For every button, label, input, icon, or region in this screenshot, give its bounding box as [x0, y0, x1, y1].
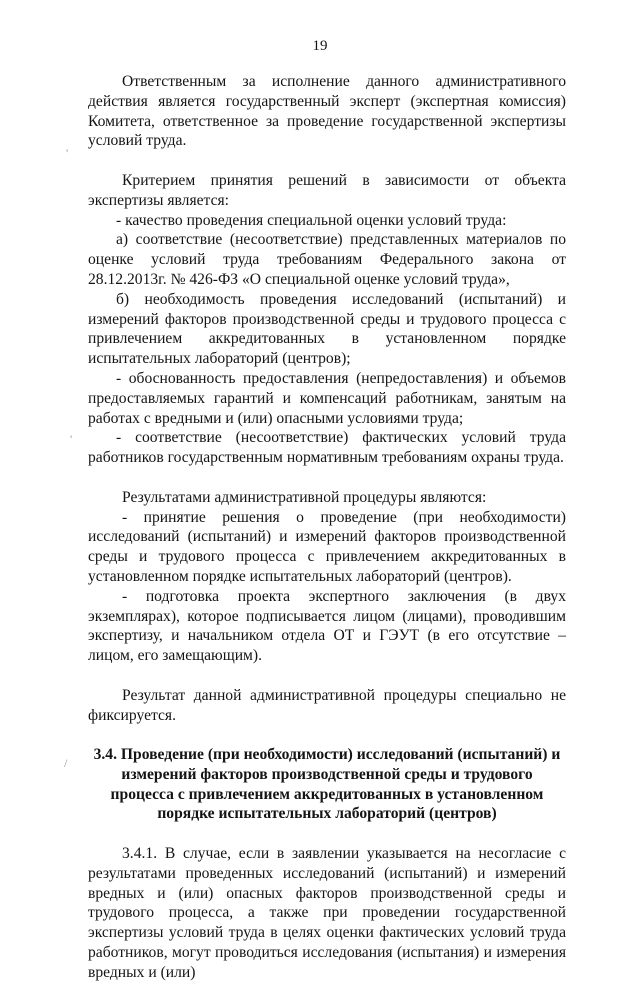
list-item-b: б) необходимость проведения исследований (испытаний) и измерений факторов производственной среды и трудового процесса с привлечением аккредитованных в установленном порядке испытательных лабораторий (центров); — [88, 290, 566, 368]
list-item-quality: - качество проведения специальной оценки условий труда: — [116, 211, 507, 229]
paragraph-results: Результатами административной процедуры являются: — [122, 488, 487, 506]
margin-mark: ' — [66, 146, 69, 160]
list-item-guarantees: - обоснованность предоставления (непредоставления) и объемов предоставляемых гарантий и компенсаций работникам, занятым на работах с вредными и (или) опасными условиями труда; — [88, 369, 566, 427]
paragraph-criteria: Критерием принятия решений в зависимости от объекта экспертизы является: — [88, 171, 566, 209]
list-item-a: а) соответствие (несоответствие) представленных материалов по оценке условий труда требованиям Федерального закона от 28.12.2013г. № 426-ФЗ «О специальной оценке условий труда», — [88, 231, 566, 288]
paragraph-3-4-1: 3.4.1. В случае, если в заявлении указывается на несогласие с результатами проведенных исследований (испытаний) и измерений вредных и (или) опасных факторов производственной среды и трудового процесса, а также при проведении государственной экспертизы условий труда в целях оценки фактических условий труда работников, могут проводиться исследования (испытания) и измерения вредных и (или) — [88, 845, 566, 981]
list-item-decision: - принятие решения о проведение (при необходимости) исследований (испытаний) и измерений факторов производственной среды и трудового процесса с привлечением аккредитованных в установленном порядке испытательных лабораторий (центров). — [88, 508, 566, 585]
margin-mark: ' — [70, 432, 73, 446]
section-heading: 3.4. Проведение (при необходимости) исследований (испытаний) и измерений факторов производственной среды и трудового процесса с привлечением аккредитованных в установленном порядке испытательных лабораторий (центров) — [93, 746, 561, 823]
paragraph-result-not-recorded: Результат данной административной процедуры специально не фиксируется. — [88, 686, 566, 724]
paragraph-responsible: Ответственным за исполнение данного административного действия является государственный эксперт (экспертная комиссия) Комитета, ответственное за проведение государственной экспертизы условий труда. — [88, 73, 566, 150]
page-number: 19 — [312, 38, 328, 54]
margin-mark: / — [64, 756, 68, 770]
document-body — [88, 72, 566, 983]
list-item-draft: - подготовка проекта экспертного заключения (в двух экземплярах), которое подписывается лицом (лицами), проводившим экспертизу, и начальником отдела ОТ и ГЭУТ (в его отсутствие – лицом, его замещающим). — [88, 587, 566, 665]
list-item-conformity: - соответствие (несоответствие) фактических условий труда работников государственным нормативным требованиям охраны труда. — [88, 429, 566, 467]
